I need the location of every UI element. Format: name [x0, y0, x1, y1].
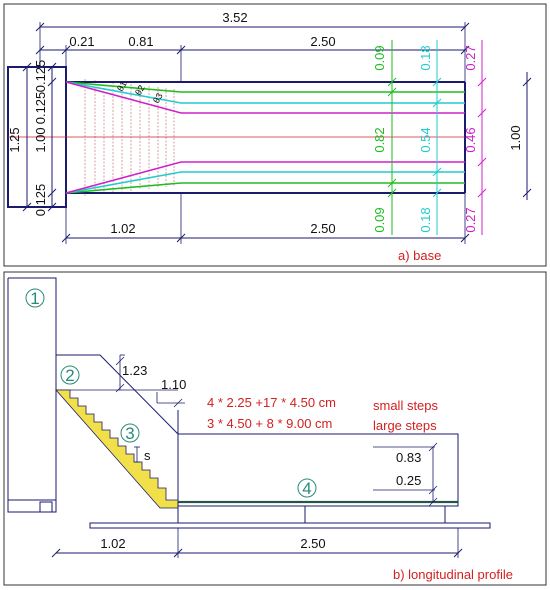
left-mid-label: 1.00	[33, 127, 48, 153]
dim-top-right-label: 2.50	[310, 34, 336, 49]
spillway-number: 3	[125, 424, 135, 443]
tank-number: 1	[30, 289, 40, 308]
dim-bottom-right-label: 2.50	[310, 221, 336, 236]
dim-bottom-left-label: 1.02	[110, 221, 136, 236]
panel-base-caption: a) base	[398, 248, 442, 263]
angle-label-3: θ3	[151, 91, 165, 105]
dim-top-mid-label: 0.81	[128, 34, 154, 49]
green-bottom-label: 0.09	[372, 207, 387, 233]
right-total-label: 1.00	[508, 125, 523, 151]
cyan-dim-column	[433, 40, 441, 235]
lab-floor	[90, 523, 490, 528]
green-mid-label: 0.82	[372, 127, 387, 153]
dim-083-label: 0.83	[396, 450, 422, 465]
basin-number: 4	[302, 479, 312, 498]
magenta-top-label: 0.27	[463, 45, 478, 71]
panel-profile	[4, 272, 546, 585]
left-top-label: 0.125	[33, 59, 48, 93]
stepped-spillway	[56, 390, 178, 508]
dim-line-total	[36, 23, 469, 31]
green-top-label: 0.09	[372, 45, 387, 71]
left-upper-label: 0.125	[33, 91, 48, 125]
profile-dim-left-label: 1.02	[100, 536, 126, 551]
extension-lines	[40, 22, 465, 82]
chute-number: 2	[65, 366, 75, 385]
cyan-bottom-label: 0.18	[418, 207, 433, 233]
angle-label-2: θ2	[133, 83, 147, 97]
dim-110-lines	[157, 392, 185, 407]
dim-top-left-label: 0.21	[69, 34, 95, 49]
panel-profile-caption: b) longitudinal profile	[393, 567, 513, 582]
dim-123-label: 1.23	[122, 363, 148, 378]
head-tank	[8, 278, 56, 512]
dim-total-label: 3.52	[222, 10, 248, 25]
dim-025-label: 0.25	[396, 473, 422, 488]
angle-label-1: θ1	[115, 79, 129, 93]
steps-line2-tag: large steps	[373, 418, 437, 433]
step-height-marker	[134, 447, 140, 462]
steps-line1: 4 * 2.25 +17 * 4.50 cm	[207, 395, 337, 410]
magenta-dim-column	[478, 40, 486, 235]
dim-line-top-segments	[36, 46, 469, 54]
profile-dim-right-label: 2.50	[300, 536, 326, 551]
green-dim-column	[388, 40, 396, 235]
basin-supports	[178, 506, 445, 523]
cyan-top-label: 0.18	[418, 45, 433, 71]
dim-line-bottom	[62, 193, 469, 244]
left-bottom-label: 0.125	[33, 183, 48, 217]
step-height-label: s	[144, 448, 151, 463]
steps-line2: 3 * 4.50 + 8 * 9.00 cm	[207, 416, 333, 431]
left-total-label: 1.25	[7, 127, 22, 153]
right-total-dim	[523, 72, 531, 200]
magenta-contraction	[66, 82, 465, 193]
magenta-bottom-label: 0.27	[463, 207, 478, 233]
steps-line1-tag: small steps	[373, 398, 439, 413]
dim-110-label: 1.10	[161, 377, 187, 392]
panel-base	[4, 4, 546, 266]
stilling-basin	[178, 434, 458, 506]
magenta-mid-label: 0.46	[463, 127, 478, 153]
cyan-mid-label: 0.54	[418, 127, 433, 153]
